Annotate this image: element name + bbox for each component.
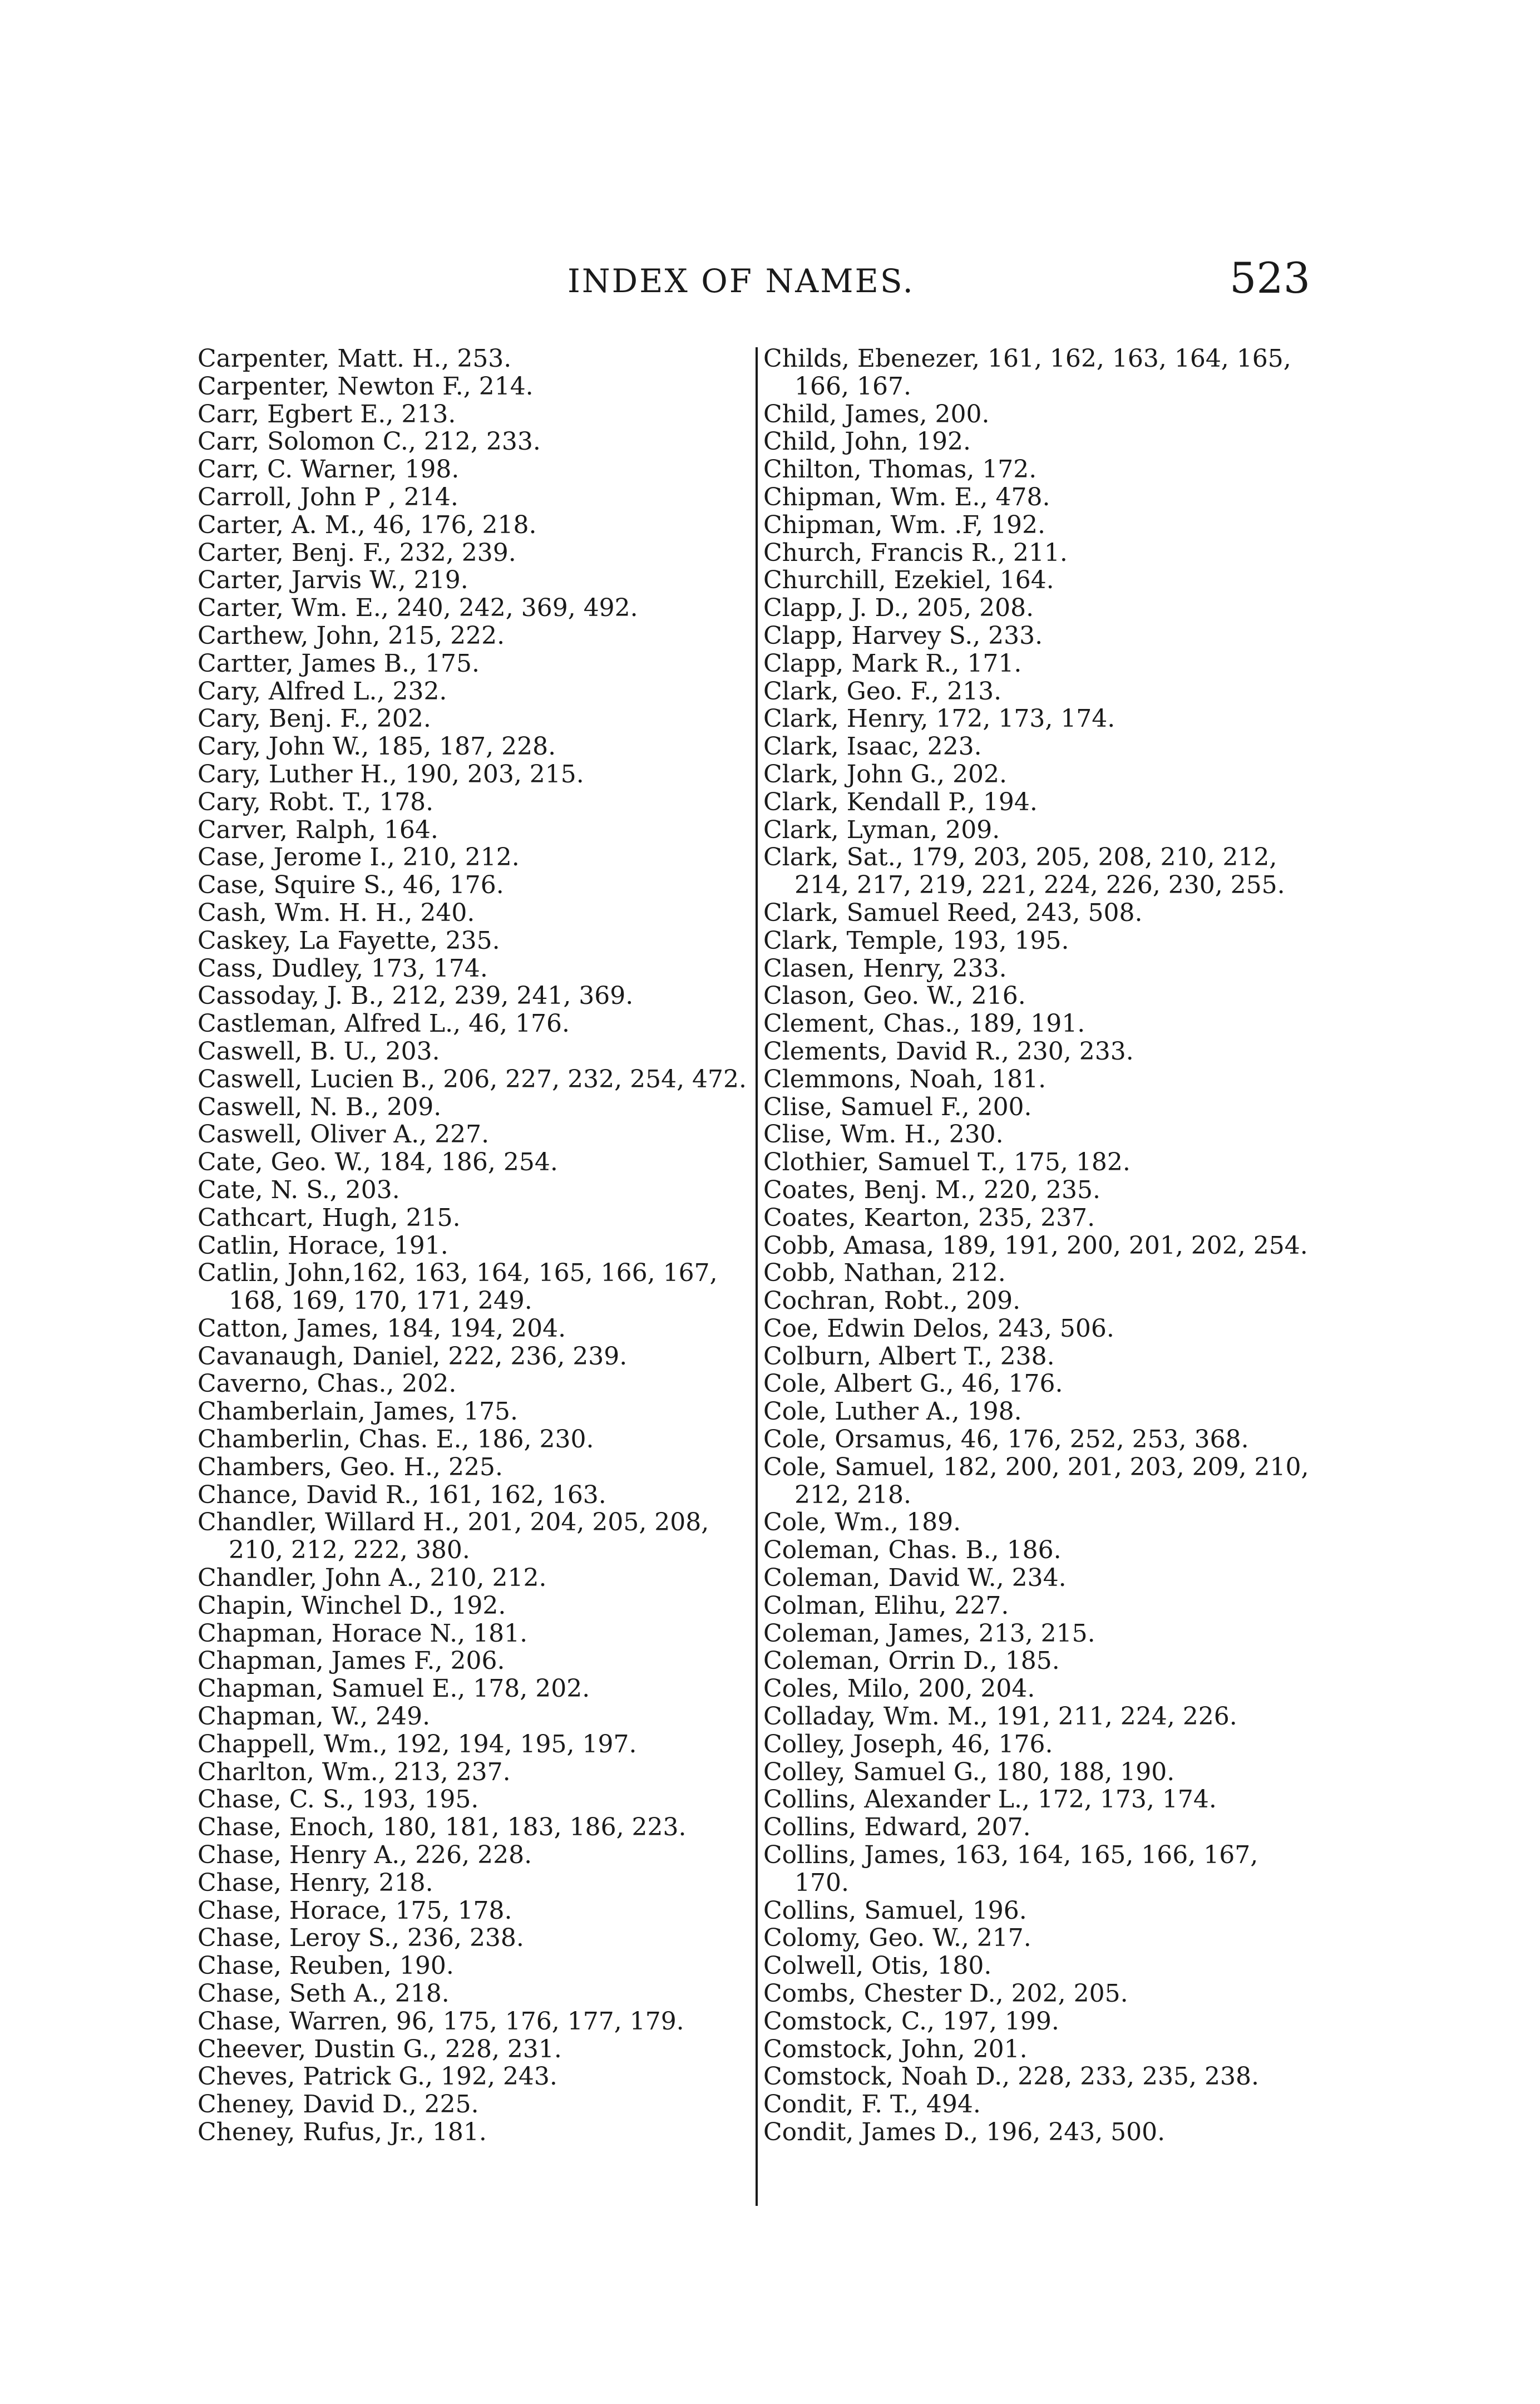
index-entry: Cobb, Nathan, 212. [763,1259,1006,1288]
index-entry: Childs, Ebenezer, 161, 162, 163, 164, 165, 166, 167. [763,344,1291,401]
index-entry: Clapp, Harvey S., 233. [763,621,1043,650]
index-entry: Cheves, Patrick G., 192, 243. [198,2062,557,2091]
index-entry: Chapman, W., 249. [198,1702,431,1731]
index-entry: Comstock, C., 197, 199. [763,2007,1059,2036]
index-entry: Carter, Wm. E., 240, 242, 369, 492. [198,594,638,623]
index-entry: Chandler, Willard H., 201, 204, 205, 208, 210, 212, 222, 380. [198,1508,709,1565]
index-entry: Carroll, John P , 214. [198,482,458,511]
column-divider [756,347,758,2206]
index-entry: Carter, Benj. F., 232, 239. [198,538,516,567]
index-entry: Collins, Edward, 207. [763,1813,1031,1842]
index-entry: Cary, Luther H., 190, 203, 215. [198,760,584,789]
index-entry: Cash, Wm. H. H., 240. [198,898,475,927]
index-entry: Clemmons, Noah, 181. [763,1065,1047,1093]
index-entry: Combs, Chester D., 202, 205. [763,1979,1128,2008]
index-entry: Catlin, John,162, 163, 164, 165, 166, 167, 168, 169, 170, 171, 249. [198,1259,718,1316]
index-entry: Chase, Henry, 218. [198,1868,433,1897]
index-entry: Chipman, Wm. .F, 192. [763,510,1046,539]
index-entry: Cole, Orsamus, 46, 176, 252, 253, 368. [763,1425,1249,1454]
index-entry: Cavanaugh, Daniel, 222, 236, 239. [198,1342,628,1371]
index-entry: Colley, Joseph, 46, 176. [763,1730,1053,1758]
index-entry: Clark, Henry, 172, 173, 174. [763,705,1115,733]
index-entry: Coleman, James, 213, 215. [763,1619,1095,1648]
index-entry: Clark, Lyman, 209. [763,815,1000,844]
index-entry: Carter, A. M., 46, 176, 218. [198,510,537,539]
index-entry: Cassoday, J. B., 212, 239, 241, 369. [198,982,634,1011]
index-entry: Cole, Samuel, 182, 200, 201, 203, 209, 210, 212, 218. [763,1452,1309,1509]
index-entry: Cass, Dudley, 173, 174. [198,954,488,983]
index-entry: Chance, David R., 161, 162, 163. [198,1480,606,1509]
index-entry: Clark, Geo. F., 213. [763,677,1002,706]
index-entry: Coleman, Orrin D., 185. [763,1647,1060,1676]
index-entry: Cate, Geo. W., 184, 186, 254. [198,1148,558,1177]
index-entry: Churchill, Ezekiel, 164. [763,566,1054,595]
index-entry: Caswell, Lucien B., 206, 227, 232, 254, 472. [198,1065,747,1093]
index-entry: Chapman, Horace N., 181. [198,1619,528,1648]
index-entry: Coates, Benj. M., 220, 235. [763,1175,1100,1204]
index-entry: Comstock, Noah D., 228, 233, 235, 238. [763,2062,1259,2091]
index-entry: Church, Francis R., 211. [763,538,1068,567]
index-entry: Chase, Enoch, 180, 181, 183, 186, 223. [198,1813,687,1842]
index-entry: Coleman, David W., 234. [763,1564,1067,1593]
index-entry: Colwell, Otis, 180. [763,1952,992,1981]
index-entry: Clark, Temple, 193, 195. [763,926,1069,955]
index-entry: Clasen, Henry, 233. [763,954,1007,983]
index-entry: Cary, Robt. T., 178. [198,787,434,816]
index-entry: Chapman, James F., 206. [198,1647,505,1676]
index-entry: Collins, James, 163, 164, 165, 166, 167, 170. [763,1841,1258,1897]
index-entry: Clise, Samuel F., 200. [763,1092,1032,1121]
index-entry: Carver, Ralph, 164. [198,815,438,844]
index-entry: Case, Jerome I., 210, 212. [198,843,520,872]
index-entry: Cochran, Robt., 209. [763,1287,1021,1316]
index-entry: Chase, Leroy S., 236, 238. [198,1924,524,1953]
index-entry: Castleman, Alfred L., 46, 176. [198,1009,570,1038]
index-entry: Catton, James, 184, 194, 204. [198,1314,566,1343]
index-entry: Chipman, Wm. E., 478. [763,482,1050,511]
index-entry: Chase, C. S., 193, 195. [198,1785,479,1814]
index-entry: Collins, Samuel, 196. [763,1896,1027,1925]
index-entry: Chamberlin, Chas. E., 186, 230. [198,1425,594,1454]
index-entry: Cheever, Dustin G., 228, 231. [198,2034,562,2063]
index-entry: Clothier, Samuel T., 175, 182. [763,1148,1131,1177]
index-entry: Comstock, John, 201. [763,2034,1028,2063]
index-entry: Clason, Geo. W., 216. [763,982,1026,1011]
index-entry: Carpenter, Newton F., 214. [198,372,534,401]
index-column-right [763,345,1320,2146]
index-column-left [198,345,754,2146]
index-entry: Cheney, David D., 225. [198,2090,479,2119]
index-entry: Clapp, Mark R., 171. [763,649,1022,678]
index-entry: Carpenter, Matt. H., 253. [198,344,512,373]
index-entry: Chase, Henry A., 226, 228. [198,1841,532,1870]
index-entry: Chandler, John A., 210, 212. [198,1564,547,1593]
index-entry: Cartter, James B., 175. [198,649,480,678]
index-entry: Case, Squire S., 46, 176. [198,871,504,900]
index-entry: Clark, Isaac, 223. [763,732,982,761]
index-entry: Carr, Solomon C., 212, 233. [198,427,541,456]
index-entry: Coates, Kearton, 235, 237. [763,1203,1095,1232]
index-entry: Chapin, Winchel D., 192. [198,1591,506,1620]
index-entry: Cole, Luther A., 198. [763,1397,1022,1426]
index-entry: Collins, Alexander L., 172, 173, 174. [763,1785,1217,1814]
index-entry: Carr, C. Warner, 198. [198,455,460,484]
index-entry: Catlin, Horace, 191. [198,1231,448,1260]
index-entry: Chase, Warren, 96, 175, 176, 177, 179. [198,2007,684,2036]
index-entry: Caswell, B. U., 203. [198,1037,440,1066]
index-entry: Carr, Egbert E., 213. [198,400,456,428]
index-entry: Chamberlain, James, 175. [198,1397,519,1426]
index-entry: Condit, F. T., 494. [763,2090,981,2119]
index-entry: Chapman, Samuel E., 178, 202. [198,1674,590,1703]
index-entry: Condit, James D., 196, 243, 500. [763,2118,1166,2146]
index-entry: Charlton, Wm., 213, 237. [198,1757,511,1786]
index-entry: Chappell, Wm., 192, 194, 195, 197. [198,1730,637,1758]
index-entry: Caskey, La Fayette, 235. [198,926,500,955]
index-entry: Cary, John W., 185, 187, 228. [198,732,556,761]
index-entry: Colburn, Albert T., 238. [763,1342,1055,1371]
index-entry: Cole, Wm., 189. [763,1508,961,1537]
index-entry: Coles, Milo, 200, 204. [763,1674,1035,1703]
index-entry: Chambers, Geo. H., 225. [198,1452,503,1481]
index-entry: Caverno, Chas., 202. [198,1370,457,1398]
index-entry: Cheney, Rufus, Jr., 181. [198,2118,487,2146]
index-entry: Cole, Albert G., 46, 176. [763,1370,1063,1398]
index-entry: Chase, Horace, 175, 178. [198,1896,512,1925]
index-entry: Clark, Kendall P., 194. [763,787,1038,816]
page-title: INDEX OF NAMES. [567,262,915,300]
index-entry: Child, John, 192. [763,427,971,456]
index-entry: Coe, Edwin Delos, 243, 506. [763,1314,1114,1343]
page-header [200,253,1313,314]
index-entry: Clark, Sat., 179, 203, 205, 208, 210, 212, 214, 217, 219, 221, 224, 226, 230, 255. [763,843,1285,900]
index-entry: Chase, Reuben, 190. [198,1952,454,1981]
index-entry: Chase, Seth A., 218. [198,1979,450,2008]
index-entry: Colley, Samuel G., 180, 188, 190. [763,1757,1175,1786]
index-entry: Child, James, 200. [763,400,990,428]
index-entry: Clement, Chas., 189, 191. [763,1009,1085,1038]
index-entry: Cathcart, Hugh, 215. [198,1203,461,1232]
index-entry: Clark, John G., 202. [763,760,1007,789]
index-entry: Coleman, Chas. B., 186. [763,1536,1062,1565]
index-entry: Colman, Elihu, 227. [763,1591,1009,1620]
index-entry: Cate, N. S., 203. [198,1175,400,1204]
index-entry: Cary, Alfred L., 232. [198,677,447,706]
index-entry: Colladay, Wm. M., 191, 211, 224, 226. [763,1702,1237,1731]
index-entry: Clark, Samuel Reed, 243, 508. [763,898,1143,927]
index-entry: Clapp, J. D., 205, 208. [763,594,1034,623]
index-entry: Colomy, Geo. W., 217. [763,1924,1031,1953]
index-entry: Carthew, John, 215, 222. [198,621,505,650]
index-entry: Clise, Wm. H., 230. [763,1120,1004,1149]
index-entry: Clements, David R., 230, 233. [763,1037,1134,1066]
index-entry: Cary, Benj. F., 202. [198,705,431,733]
index-entry: Cobb, Amasa, 189, 191, 200, 201, 202, 254. [763,1231,1308,1260]
index-entry: Caswell, N. B., 209. [198,1092,442,1121]
index-entry: Carter, Jarvis W., 219. [198,566,468,595]
index-entry: Chilton, Thomas, 172. [763,455,1037,484]
page-number: 523 [1230,253,1311,303]
index-entry: Caswell, Oliver A., 227. [198,1120,490,1149]
